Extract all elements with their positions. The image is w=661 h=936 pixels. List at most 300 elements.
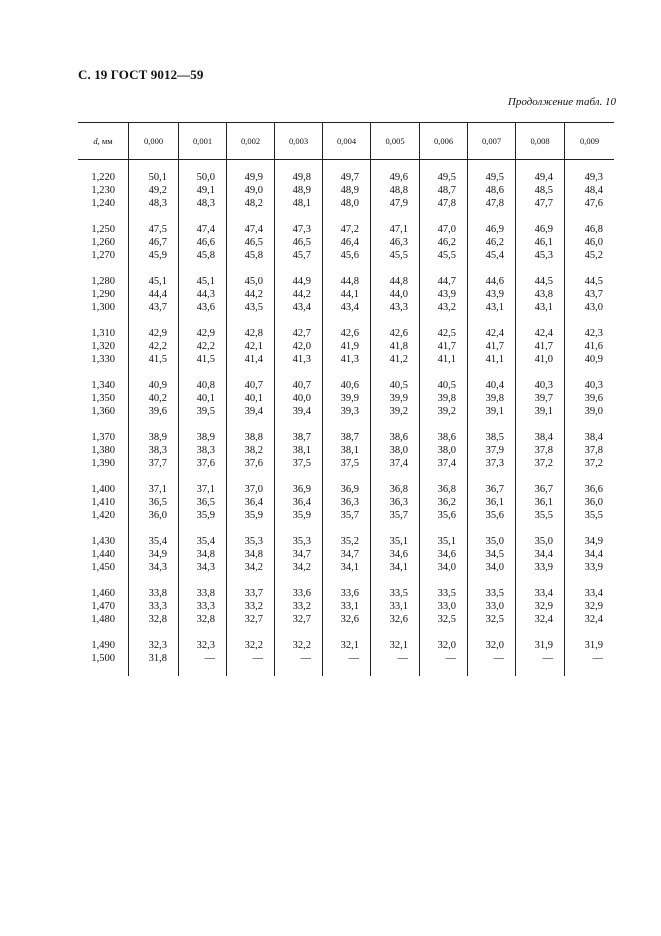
table-cell: 32,2 <box>244 640 263 651</box>
table-cell: 38,3 <box>148 445 167 456</box>
table-cell: 37,4 <box>437 458 456 469</box>
table-cell: 32,5 <box>437 614 456 625</box>
table-cell: 42,5 <box>437 328 456 339</box>
row-d-value: 1,250 <box>91 224 115 235</box>
table-cell: 37,9 <box>485 445 504 456</box>
table-cell: 34,8 <box>196 549 215 560</box>
table-cell: — <box>445 653 456 664</box>
table-cell: 47,2 <box>340 224 359 235</box>
row-group <box>179 379 226 418</box>
table-cell: 45,1 <box>196 276 215 287</box>
table-cell: 46,2 <box>485 237 504 248</box>
table-cell: 34,4 <box>584 549 603 560</box>
table-cell: 32,2 <box>292 640 311 651</box>
row-d-value: 1,240 <box>91 198 115 209</box>
row-group <box>275 639 322 665</box>
row-group <box>179 587 226 626</box>
row-group <box>78 223 128 262</box>
table-cell: 35,4 <box>148 536 167 547</box>
table-cell: 33,4 <box>534 588 553 599</box>
row-group <box>516 171 564 210</box>
row-d-value: 1,320 <box>91 341 115 352</box>
table-cell: 33,5 <box>389 588 408 599</box>
row-group <box>227 483 274 522</box>
row-d-value: 1,300 <box>91 302 115 313</box>
table-cell: 32,0 <box>485 640 504 651</box>
column-header: 0,007 <box>467 123 515 159</box>
table-cell: 43,5 <box>244 302 263 313</box>
table-cell: 32,3 <box>196 640 215 651</box>
table-cell: 37,6 <box>196 458 215 469</box>
table-cell: 45,5 <box>437 250 456 261</box>
table-cell: 49,4 <box>534 172 553 183</box>
table-cell: 49,9 <box>244 172 263 183</box>
table-cell: 43,8 <box>534 289 553 300</box>
row-d-value: 1,350 <box>91 393 115 404</box>
row-group <box>371 431 419 470</box>
table-cell: 42,0 <box>292 341 311 352</box>
row-group <box>371 327 419 366</box>
table-cell: 35,2 <box>340 536 359 547</box>
row-group <box>565 535 614 574</box>
table-cell: 35,9 <box>292 510 311 521</box>
table-cell: 36,7 <box>485 484 504 495</box>
table-cell: 48,3 <box>148 198 167 209</box>
table-cell: 33,7 <box>244 588 263 599</box>
table-cell: 35,6 <box>437 510 456 521</box>
column-header: 0,005 <box>370 123 419 159</box>
row-group <box>179 483 226 522</box>
table-cell: 38,4 <box>584 432 603 443</box>
table-cell: 49,5 <box>485 172 504 183</box>
table-cell: 45,9 <box>148 250 167 261</box>
table-cell: 35,7 <box>389 510 408 521</box>
table-cell: 46,6 <box>196 237 215 248</box>
row-d-value: 1,390 <box>91 458 115 469</box>
table-cell: 35,9 <box>196 510 215 521</box>
row-group <box>420 327 467 366</box>
row-group <box>129 587 178 626</box>
row-group <box>78 587 128 626</box>
row-group <box>78 327 128 366</box>
row-group <box>516 535 564 574</box>
table-cell: 38,6 <box>437 432 456 443</box>
table-cell: 34,1 <box>389 562 408 573</box>
table-cell: 36,1 <box>485 497 504 508</box>
table-cell: 36,0 <box>584 497 603 508</box>
column-values <box>467 160 515 676</box>
row-group <box>275 587 322 626</box>
table-cell: 44,3 <box>196 289 215 300</box>
table-cell: 43,1 <box>534 302 553 313</box>
table-cell: 34,0 <box>437 562 456 573</box>
row-group <box>275 483 322 522</box>
header-d-unit: , мм <box>97 136 113 146</box>
table-cell: 37,1 <box>148 484 167 495</box>
table-cell: 39,2 <box>389 406 408 417</box>
table-cell: 48,7 <box>437 185 456 196</box>
table-cell: 35,5 <box>534 510 553 521</box>
table-cell: 33,5 <box>485 588 504 599</box>
table-cell: 45,0 <box>244 276 263 287</box>
table-cell: 49,1 <box>196 185 215 196</box>
row-d-value: 1,380 <box>91 445 115 456</box>
row-group <box>468 639 515 665</box>
table-cell: — <box>397 653 408 664</box>
page-header: С. 19 ГОСТ 9012—59 <box>78 67 204 82</box>
table-cell: 42,9 <box>196 328 215 339</box>
row-group <box>468 327 515 366</box>
table-cell: 41,7 <box>534 341 553 352</box>
table-cell: — <box>252 653 263 664</box>
row-group <box>323 275 370 314</box>
table-cell: 33,9 <box>584 562 603 573</box>
table-cell: 46,9 <box>485 224 504 235</box>
table-cell: 47,8 <box>485 198 504 209</box>
table-cell: 32,6 <box>340 614 359 625</box>
table-cell: 43,6 <box>196 302 215 313</box>
row-group <box>371 535 419 574</box>
table-cell: 33,6 <box>292 588 311 599</box>
table-cell: 40,5 <box>437 380 456 391</box>
table-cell: 46,1 <box>534 237 553 248</box>
table-cell: 33,5 <box>437 588 456 599</box>
table-cell: 38,5 <box>485 432 504 443</box>
table-cell: 36,6 <box>584 484 603 495</box>
table-cell: 46,9 <box>534 224 553 235</box>
table-cell: 45,6 <box>340 250 359 261</box>
table-cell: 44,2 <box>292 289 311 300</box>
row-group <box>468 535 515 574</box>
table-cell: 36,7 <box>534 484 553 495</box>
row-group <box>565 379 614 418</box>
table-cell: 34,3 <box>148 562 167 573</box>
table-cell: 43,0 <box>584 302 603 313</box>
table-cell: 38,8 <box>244 432 263 443</box>
header-d-label: d <box>93 136 98 146</box>
table-cell: 32,8 <box>196 614 215 625</box>
row-group <box>468 223 515 262</box>
table-cell: — <box>300 653 311 664</box>
table-cell: 50,0 <box>196 172 215 183</box>
table-cell: 42,2 <box>196 341 215 352</box>
column-header: 0,008 <box>515 123 564 159</box>
table-cell: 37,0 <box>244 484 263 495</box>
table-cell: 37,3 <box>485 458 504 469</box>
column-values <box>178 160 226 676</box>
table-cell: 44,2 <box>244 289 263 300</box>
row-group <box>516 327 564 366</box>
table-cell: 36,1 <box>534 497 553 508</box>
table-cell: 42,1 <box>244 341 263 352</box>
row-d-value: 1,470 <box>91 601 115 612</box>
table-cell: 41,9 <box>340 341 359 352</box>
data-table <box>78 122 614 676</box>
column-values <box>128 160 178 676</box>
table-cell: 46,3 <box>389 237 408 248</box>
row-group <box>129 431 178 470</box>
row-group <box>516 587 564 626</box>
row-group <box>275 327 322 366</box>
table-cell: 37,7 <box>148 458 167 469</box>
table-cell: 46,0 <box>584 237 603 248</box>
table-cell: 50,1 <box>148 172 167 183</box>
table-cell: 49,7 <box>340 172 359 183</box>
row-group <box>420 223 467 262</box>
table-cell: 48,2 <box>244 198 263 209</box>
table-cell: 47,3 <box>292 224 311 235</box>
table-cell: 39,8 <box>485 393 504 404</box>
row-group <box>565 639 614 665</box>
row-group <box>516 379 564 418</box>
table-cell: 41,5 <box>196 354 215 365</box>
row-group <box>420 587 467 626</box>
row-d-value: 1,400 <box>91 484 115 495</box>
table-cell: 36,3 <box>389 497 408 508</box>
table-cell: — <box>542 653 553 664</box>
table-cell: 47,5 <box>148 224 167 235</box>
table-cell: 45,3 <box>534 250 553 261</box>
table-caption: Продолжение табл. 10 <box>507 96 616 108</box>
row-group <box>179 431 226 470</box>
table-cell: 39,6 <box>584 393 603 404</box>
column-header: 0,000 <box>128 123 178 159</box>
table-cell: 36,4 <box>244 497 263 508</box>
table-cell: 42,6 <box>389 328 408 339</box>
table-cell: 38,6 <box>389 432 408 443</box>
row-group <box>129 223 178 262</box>
table-cell: 33,3 <box>196 601 215 612</box>
row-d-value: 1,370 <box>91 432 115 443</box>
table-cell: 39,6 <box>148 406 167 417</box>
table-cell: 36,5 <box>148 497 167 508</box>
row-group <box>78 483 128 522</box>
row-group <box>371 483 419 522</box>
row-group <box>227 327 274 366</box>
row-group <box>371 379 419 418</box>
row-d-value: 1,480 <box>91 614 115 625</box>
row-group <box>129 275 178 314</box>
row-group <box>371 587 419 626</box>
table-cell: 35,7 <box>340 510 359 521</box>
table-cell: 38,4 <box>534 432 553 443</box>
row-group <box>227 587 274 626</box>
table-cell: 33,0 <box>485 601 504 612</box>
table-cell: 44,9 <box>292 276 311 287</box>
table-cell: 33,0 <box>437 601 456 612</box>
table-cell: 35,3 <box>244 536 263 547</box>
table-cell: 35,1 <box>437 536 456 547</box>
column-header: 0,009 <box>564 123 614 159</box>
table-cell: 31,9 <box>584 640 603 651</box>
row-group <box>371 639 419 665</box>
table-cell: 32,6 <box>389 614 408 625</box>
table-cell: 34,4 <box>534 549 553 560</box>
column-values <box>515 160 564 676</box>
table-cell: 41,1 <box>485 354 504 365</box>
table-cell: 34,2 <box>244 562 263 573</box>
table-cell: 43,2 <box>437 302 456 313</box>
column-values <box>370 160 419 676</box>
row-group <box>516 639 564 665</box>
table-cell: 41,7 <box>485 341 504 352</box>
table-cell: 32,4 <box>534 614 553 625</box>
table-cell: 45,5 <box>389 250 408 261</box>
table-cell: 40,5 <box>389 380 408 391</box>
table-cell: 37,8 <box>584 445 603 456</box>
table-cell: 36,9 <box>292 484 311 495</box>
table-cell: 49,0 <box>244 185 263 196</box>
row-group <box>323 535 370 574</box>
row-group <box>275 171 322 210</box>
table-cell: 40,1 <box>196 393 215 404</box>
table-cell: 36,8 <box>389 484 408 495</box>
table-cell: 39,2 <box>437 406 456 417</box>
table-cell: 34,9 <box>584 536 603 547</box>
table-cell: 35,6 <box>485 510 504 521</box>
table-cell: 40,7 <box>292 380 311 391</box>
table-cell: 36,8 <box>437 484 456 495</box>
row-group <box>179 639 226 665</box>
table-cell: 44,7 <box>437 276 456 287</box>
row-d-value: 1,330 <box>91 354 115 365</box>
table-cell: 43,7 <box>148 302 167 313</box>
table-cell: 45,2 <box>584 250 603 261</box>
table-cell: 40,7 <box>244 380 263 391</box>
row-group <box>78 171 128 210</box>
table-cell: 38,0 <box>437 445 456 456</box>
table-cell: 38,7 <box>292 432 311 443</box>
table-cell: 45,4 <box>485 250 504 261</box>
table-cell: 41,4 <box>244 354 263 365</box>
table-cell: 33,3 <box>148 601 167 612</box>
table-cell: 40,4 <box>485 380 504 391</box>
table-cell: 43,4 <box>340 302 359 313</box>
table-cell: 40,0 <box>292 393 311 404</box>
row-group <box>468 379 515 418</box>
table-cell: 43,1 <box>485 302 504 313</box>
table-cell: 38,1 <box>292 445 311 456</box>
table-cell: 38,7 <box>340 432 359 443</box>
table-cell: 39,3 <box>340 406 359 417</box>
row-group <box>129 535 178 574</box>
row-group <box>227 379 274 418</box>
table-cell: 36,4 <box>292 497 311 508</box>
row-group <box>565 587 614 626</box>
table-cell: 42,6 <box>340 328 359 339</box>
row-group <box>78 275 128 314</box>
table-cell: 40,8 <box>196 380 215 391</box>
table-cell: 48,1 <box>292 198 311 209</box>
row-group <box>227 275 274 314</box>
table-cell: 44,1 <box>340 289 359 300</box>
table-cell: 49,6 <box>389 172 408 183</box>
row-group <box>565 431 614 470</box>
row-d-value: 1,340 <box>91 380 115 391</box>
table-cell: 42,9 <box>148 328 167 339</box>
column-header: 0,004 <box>322 123 370 159</box>
table-cell: 45,7 <box>292 250 311 261</box>
row-d-value: 1,280 <box>91 276 115 287</box>
table-cell: 34,6 <box>389 549 408 560</box>
row-group <box>179 223 226 262</box>
header-d-cell <box>78 123 128 159</box>
table-cell: 40,9 <box>148 380 167 391</box>
row-group <box>227 171 274 210</box>
row-group <box>420 275 467 314</box>
row-group <box>275 223 322 262</box>
table-cell: 39,9 <box>340 393 359 404</box>
table-cell: 34,5 <box>485 549 504 560</box>
table-cell: 38,0 <box>389 445 408 456</box>
table-cell: 37,5 <box>340 458 359 469</box>
table-cell: 42,7 <box>292 328 311 339</box>
table-header-row <box>78 122 614 160</box>
table-cell: 41,3 <box>340 354 359 365</box>
row-group <box>179 535 226 574</box>
table-cell: 38,9 <box>196 432 215 443</box>
table-cell: 48,4 <box>584 185 603 196</box>
table-cell: 46,2 <box>437 237 456 248</box>
table-cell: 41,8 <box>389 341 408 352</box>
table-cell: 43,9 <box>437 289 456 300</box>
table-cell: 37,6 <box>244 458 263 469</box>
table-cell: 33,6 <box>340 588 359 599</box>
row-group <box>129 639 178 665</box>
table-cell: 33,8 <box>148 588 167 599</box>
table-cell: 46,8 <box>584 224 603 235</box>
row-group <box>275 379 322 418</box>
table-cell: 32,8 <box>148 614 167 625</box>
row-group <box>565 171 614 210</box>
column-values <box>419 160 467 676</box>
table-cell: 41,6 <box>584 341 603 352</box>
row-group <box>516 275 564 314</box>
column-values <box>274 160 322 676</box>
row-d-value: 1,450 <box>91 562 115 573</box>
table-cell: 39,7 <box>534 393 553 404</box>
row-d-value: 1,290 <box>91 289 115 300</box>
table-cell: 45,8 <box>196 250 215 261</box>
table-cell: 40,3 <box>534 380 553 391</box>
table-cell: 43,9 <box>485 289 504 300</box>
table-cell: 47,6 <box>584 198 603 209</box>
table-cell: 43,3 <box>389 302 408 313</box>
table-cell: 37,1 <box>196 484 215 495</box>
table-cell: 44,6 <box>485 276 504 287</box>
table-cell: 48,3 <box>196 198 215 209</box>
table-cell: 44,5 <box>584 276 603 287</box>
column-d <box>78 160 128 676</box>
row-group <box>227 535 274 574</box>
table-cell: 47,0 <box>437 224 456 235</box>
row-group <box>516 223 564 262</box>
table-cell: — <box>493 653 504 664</box>
table-cell: 37,2 <box>584 458 603 469</box>
table-cell: 46,4 <box>340 237 359 248</box>
row-group <box>78 535 128 574</box>
row-group <box>179 171 226 210</box>
column-header: 0,001 <box>178 123 226 159</box>
table-cell: 44,0 <box>389 289 408 300</box>
table-cell: 31,9 <box>534 640 553 651</box>
table-cell: — <box>204 653 215 664</box>
table-cell: 47,1 <box>389 224 408 235</box>
table-cell: 34,1 <box>340 562 359 573</box>
table-cell: 35,0 <box>534 536 553 547</box>
table-cell: 34,6 <box>437 549 456 560</box>
table-cell: 33,1 <box>389 601 408 612</box>
